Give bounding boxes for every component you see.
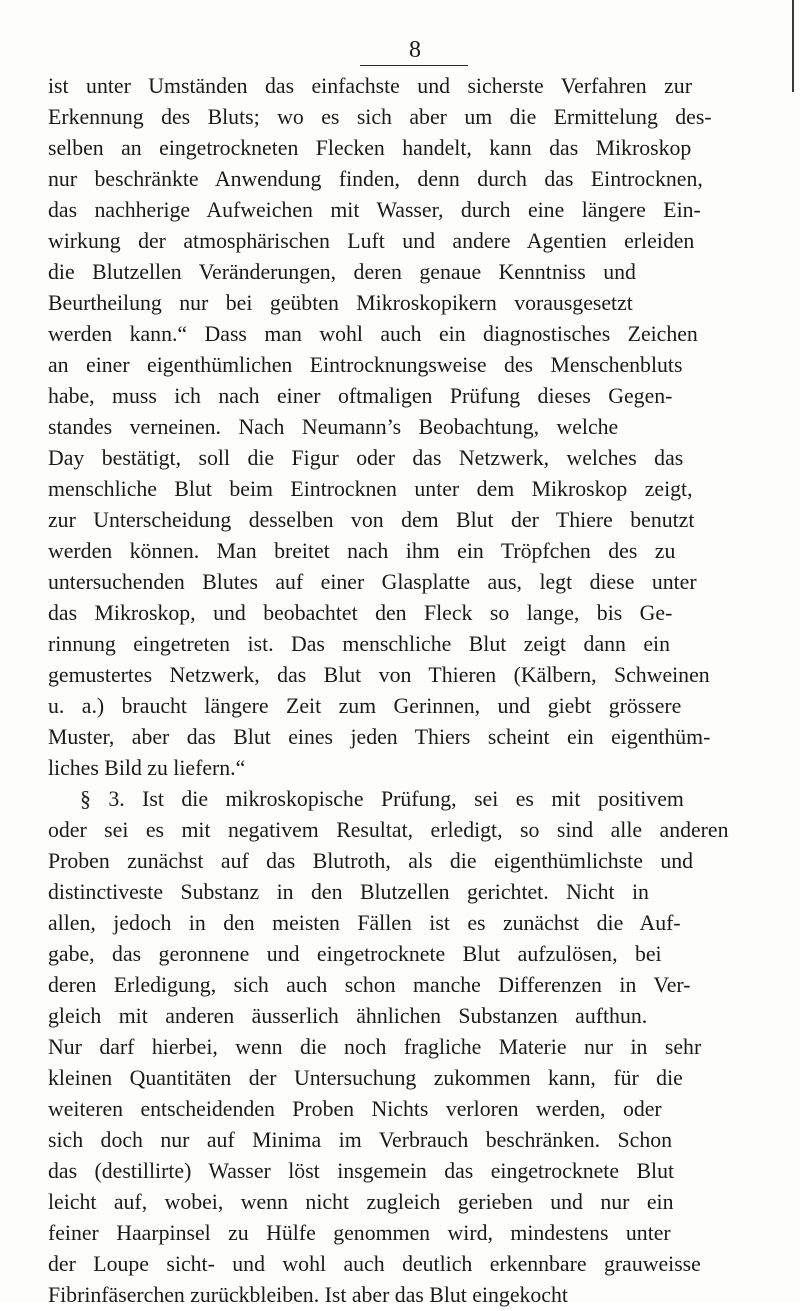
text-line: das Mikroskop, und beobachtet den Fleck so lange, bis Ge- bbox=[48, 601, 673, 625]
text-line: rinnung eingetreten ist. Das menschliche Blut zeigt dann ein bbox=[48, 632, 671, 656]
text-line: distinctiveste Substanz in den Blutzellen gerichtet. Nicht in bbox=[48, 880, 649, 904]
text-line: Fibrinfäserchen zurückbleiben. Ist aber das Blut eingekocht bbox=[48, 1283, 568, 1307]
text-line: nur beschränkte Anwendung finden, denn durch das Eintrocknen, bbox=[48, 167, 703, 191]
text-line: Beurtheilung nur bei geübten Mikroskopikern vorausgesetzt bbox=[48, 291, 633, 315]
text-line: oder sei es mit negativem Resultat, erledigt, so sind alle anderen bbox=[48, 818, 729, 842]
text-line: untersuchenden Blutes auf einer Glasplatte aus, legt diese unter bbox=[48, 570, 697, 594]
text-line: selben an eingetrockneten Flecken handelt, kann das Mikroskop bbox=[48, 136, 692, 160]
text-line: Day bestätigt, soll die Figur oder das Netzwerk, welches das bbox=[48, 446, 684, 470]
text-line: habe, muss ich nach einer oftmaligen Prüfung dieses Gegen- bbox=[48, 384, 673, 408]
text-line: menschliche Blut beim Eintrocknen unter dem Mikroskop zeigt, bbox=[48, 477, 693, 501]
text-line: die Blutzellen Veränderungen, deren genaue Kenntniss und bbox=[48, 260, 636, 284]
text-line: sich doch nur auf Minima im Verbrauch beschränken. Schon bbox=[48, 1128, 673, 1152]
text-line: werden können. Man breitet nach ihm ein Tröpfchen des zu bbox=[48, 539, 676, 563]
text-line: an einer eigenthümlichen Eintrocknungsweise des Menschenbluts bbox=[48, 353, 683, 377]
text-line: ist unter Umständen das einfachste und sicherste Verfahren zur bbox=[48, 74, 692, 98]
text-line: Nur darf hierbei, wenn die noch fragliche Materie nur in sehr bbox=[48, 1035, 702, 1059]
text-line: gleich mit anderen äusserlich ähnlichen Substanzen aufthun. bbox=[48, 1004, 648, 1028]
text-line: weiteren entscheidenden Proben Nichts verloren werden, oder bbox=[48, 1097, 662, 1121]
text-line: leicht auf, wobei, wenn nicht zugleich gerieben und nur ein bbox=[48, 1190, 674, 1214]
text-line: Muster, aber das Blut eines jeden Thiers scheint ein eigenthüm- bbox=[48, 725, 711, 749]
page-number: 8 bbox=[409, 37, 421, 63]
text-line: zur Unterscheidung desselben von dem Blut der Thiere benutzt bbox=[48, 508, 695, 532]
page-edge-line bbox=[792, 0, 794, 92]
text-line: standes verneinen. Nach Neumann’s Beobachtung, welche bbox=[48, 415, 619, 439]
text-line: gemustertes Netzwerk, das Blut von Thieren (Kälbern, Schweinen bbox=[48, 663, 710, 687]
text-line: liches Bild zu liefern.“ bbox=[48, 756, 246, 780]
page-number-rule bbox=[360, 65, 468, 66]
text-line: allen, jedoch in den meisten Fällen ist es zunächst die Auf- bbox=[48, 911, 681, 935]
text-line: werden kann.“ Dass man wohl auch ein diagnostisches Zeichen bbox=[48, 322, 698, 346]
text-line: kleinen Quantitäten der Untersuchung zukommen kann, für die bbox=[48, 1066, 683, 1090]
text-line: gabe, das geronnene und eingetrocknete Blut aufzulösen, bei bbox=[48, 942, 662, 966]
text-line: feiner Haarpinsel zu Hülfe genommen wird, mindestens unter bbox=[48, 1221, 671, 1245]
text-line: wirkung der atmosphärischen Luft und andere Agentien erleiden bbox=[48, 229, 695, 253]
text-line: Erkennung des Bluts; wo es sich aber um die Ermittelung des- bbox=[48, 105, 712, 129]
text-line: u. a.) braucht längere Zeit zum Gerinnen, und giebt grössere bbox=[48, 694, 682, 718]
section-heading-line: § 3. Ist die mikroskopische Prüfung, sei es mit positivem bbox=[80, 787, 684, 811]
text-line: Proben zunächst auf das Blutroth, als die eigenthümlichste und bbox=[48, 849, 694, 873]
text-line: das (destillirte) Wasser löst insgemein das eingetrocknete Blut bbox=[48, 1159, 675, 1183]
text-line: der Loupe sicht- und wohl auch deutlich erkennbare grauweisse bbox=[48, 1252, 701, 1276]
text-line: das nachherige Aufweichen mit Wasser, durch eine längere Ein- bbox=[48, 198, 701, 222]
text-line: deren Erledigung, sich auch schon manche Differenzen in Ver- bbox=[48, 973, 691, 997]
